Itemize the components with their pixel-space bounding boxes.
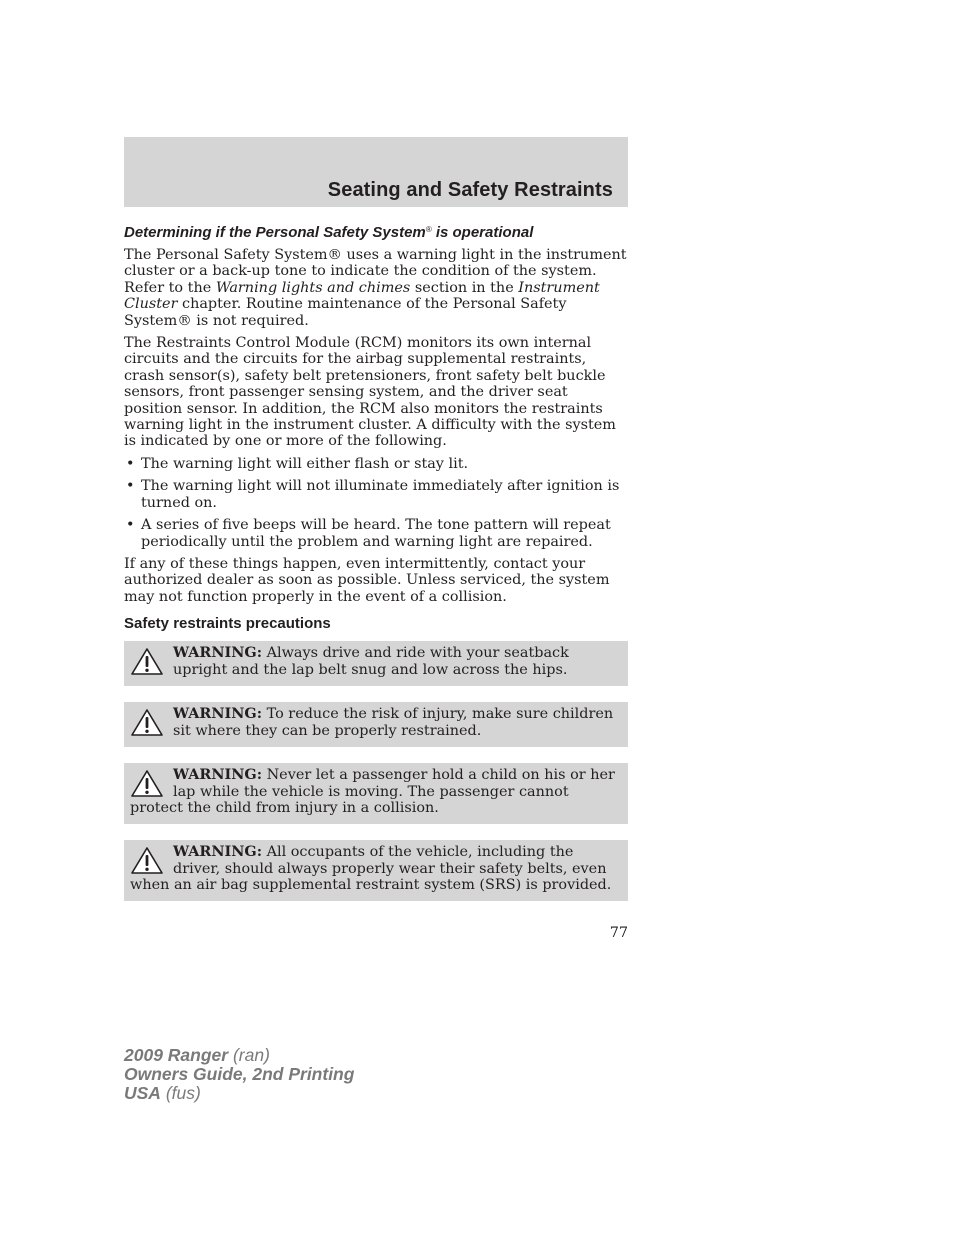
footer-line xyxy=(124,1065,354,1084)
chapter-title: Seating and Safety Restraints xyxy=(327,179,613,201)
list-item xyxy=(124,517,628,550)
warning-box xyxy=(124,763,628,824)
heading-text: Determining if the Personal Safety System xyxy=(124,224,426,241)
list-item-text: The warning light will either flash or stay lit. xyxy=(141,455,469,472)
page-content xyxy=(124,220,628,917)
section-reference: Warning lights and chimes xyxy=(215,279,411,296)
warning-box xyxy=(124,840,628,901)
subsection-heading: Safety restraints precautions xyxy=(124,615,331,633)
list-item-text: A series of five beeps will be heard. The tone pattern will repeat periodically until the problem and warning light are repaired. xyxy=(141,517,611,550)
footer-market: USA xyxy=(124,1083,161,1103)
heading-text-end: is operational xyxy=(431,224,534,241)
warning-text: To reduce the risk of injury, make sure children sit where they can be properly restrained. xyxy=(173,706,614,739)
footer-edition: Owners Guide, 2nd Printing xyxy=(124,1064,355,1084)
footer-model-code: (ran) xyxy=(228,1045,270,1065)
page-number: 77 xyxy=(609,925,628,941)
list-item-text: The warning light will not illuminate immediately after ignition is turned on. xyxy=(141,478,620,511)
paragraph-text: chapter. Routine maintenance of the Personal Safety System® is not required. xyxy=(124,296,567,329)
warning-label: WARNING: xyxy=(173,644,263,662)
bullet-icon: • xyxy=(126,478,135,495)
warning-box xyxy=(124,641,628,686)
warning-triangle-icon xyxy=(130,708,164,738)
warning-triangle-icon xyxy=(130,769,164,799)
bullet-icon: • xyxy=(126,517,135,534)
paragraph-text: section in the xyxy=(410,279,519,296)
warning-triangle-icon xyxy=(130,647,164,677)
footer-model: 2009 Ranger xyxy=(124,1045,229,1065)
registered-mark: ® xyxy=(425,225,432,234)
document-footer xyxy=(124,1046,354,1103)
warning-box xyxy=(124,702,628,747)
warning-label: WARNING: xyxy=(173,766,263,784)
paragraph xyxy=(124,247,628,329)
paragraph: The Restraints Control Module (RCM) monitors its own internal circuits and the circuits for the airbag supplemental restraints, crash sensor(s), safety belt pretensioners, front safety belt buckle sensors, front passenger sensing system, and the driver seat position sensor. In addition, the RCM also monitors the restraints warning light in the instrument cluster. A difficulty with the system is indicated by one or more of the following. xyxy=(124,335,616,450)
list-item xyxy=(124,456,628,472)
footer-line xyxy=(124,1046,354,1065)
chapter-header xyxy=(124,137,628,207)
warning-label: WARNING: xyxy=(173,842,263,860)
bullet-icon: • xyxy=(126,455,135,472)
warning-label: WARNING: xyxy=(173,705,263,723)
paragraph-text: The Personal Safety System® uses a warning light in the instrument cluster or a back-up tone to indicate the condition of the system. Refer to the xyxy=(124,247,627,296)
paragraph: If any of these things happen, even intermittently, contact your authorized dealer as soon as possible. Unless serviced, the system may not function properly in the event of a collision. xyxy=(124,555,610,605)
list-item xyxy=(124,478,628,511)
warning-text: All occupants of the vehicle, including the driver, should always properly wear their safety belts, even when an air bag supplemental restraint system (SRS) is provided. xyxy=(130,843,612,894)
warning-text: Always drive and ride with your seatback upright and the lap belt snug and low across the hips. xyxy=(173,645,569,678)
footer-line xyxy=(124,1084,354,1103)
footer-market-code: (fus) xyxy=(160,1083,201,1103)
bullet-list xyxy=(124,456,628,550)
warning-triangle-icon xyxy=(130,846,164,876)
chapter-reference: Instrument Cluster xyxy=(124,279,600,313)
warning-text: Never let a passenger hold a child on his or her lap while the vehicle is moving. The passenger cannot protect the child from injury in a collision. xyxy=(130,767,615,817)
section-heading xyxy=(124,220,628,242)
